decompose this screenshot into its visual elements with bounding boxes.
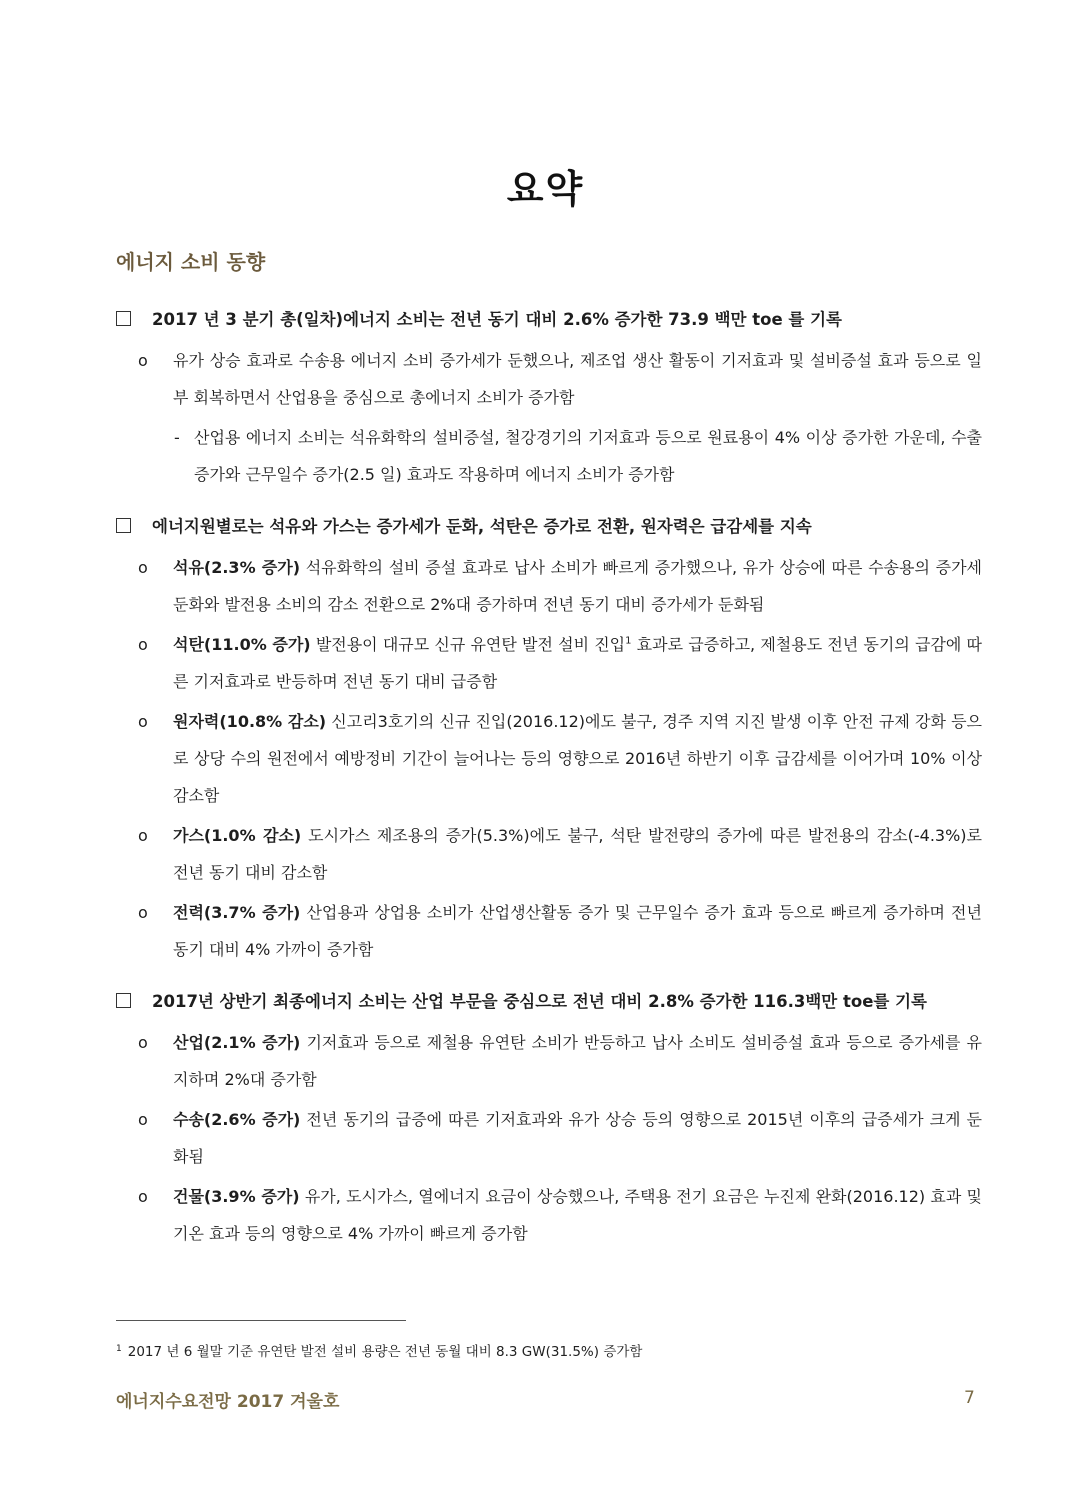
sub-list-item [116,419,982,493]
bullet-mark: o [138,558,148,577]
item-text: 도시가스 제조용의 증가(5.3%)에도 불구, 석탄 발전량의 증가에 따른 발전용의 감소(-4.3%)로 전년 동기 대비 감소함 [173,826,982,882]
item-text-cont: 효과로 급증하고, 제철용도 전년 동기의 급감에 따른 기저효과로 반등하며 전년 동기 대비 급증함 [173,635,982,691]
checkbox-icon [116,518,131,533]
sub-text: 산업용 에너지 소비는 석유화학의 설비증설, 철강경기의 기저효과 등으로 원료용이 4% 이상 증가한 가운데, 수출 증가와 근무일수 증가(2.5 일) 효과도 작용하며 에너지 소비가 증가함 [194,428,982,484]
list-item [116,342,982,416]
list-item-gas [116,817,982,891]
block-heading-text: 에너지원별로는 석유와 가스는 증가세가 둔화, 석탄은 증가로 전환, 원자력은 급감세를 지속 [152,517,812,536]
item-label: 석탄(11.0% 증가) [173,635,311,654]
bullet-mark: o [138,826,148,845]
item-text: 석유화학의 설비 증설 효과로 납사 소비가 빠르게 증가했으나, 유가 상승에 따른 수송용의 증가세 둔화와 발전용 소비의 감소 전환으로 2%대 증가하며 전년 동기 대비 증가세가 둔화됨 [173,558,982,614]
bullet-text: 유가 상승 효과로 수송용 에너지 소비 증가세가 둔했으나, 제조업 생산 활동이 기저효과 및 설비증설 효과 등으로 일부 회복하면서 산업용을 중심으로 총에너지 소비가 증가함 [173,351,982,407]
list-item-building [116,1178,982,1252]
item-label: 전력(3.7% 증가) [173,903,301,922]
list-item-electricity [116,894,982,968]
checkbox-icon [116,993,131,1008]
bullet-mark: o [138,1187,148,1206]
item-text: 신고리3호기의 신규 진입(2016.12)에도 불구, 경주 지역 지진 발생 이후 안전 규제 강화 등으로 상당 수의 원전에서 예방정비 기간이 늘어나는 등의 영향으로 2016년 하반기 이후 급감세를 이어가며 10% 이상 감소함 [173,712,982,805]
list-item-industry [116,1024,982,1098]
summary-block-1 [116,308,982,493]
summary-block-3 [116,990,982,1252]
item-label: 산업(2.1% 증가) [173,1033,301,1052]
footnote-divider [116,1320,406,1321]
item-label: 건물(3.9% 증가) [173,1187,300,1206]
bullet-mark: o [138,635,148,654]
summary-block-2 [116,515,982,968]
item-label: 원자력(10.8% 감소) [173,712,327,731]
footnote-ref[interactable]: 1 [625,635,632,647]
section-heading: 에너지 소비 동향 [116,250,266,274]
item-label: 수송(2.6% 증가) [173,1110,301,1129]
block-heading-text: 2017년 상반기 최종에너지 소비는 산업 부문을 중심으로 전년 대비 2.8% 증가한 116.3백만 toe를 기록 [152,992,927,1011]
item-text: 유가, 도시가스, 열에너지 요금이 상승했으나, 주택용 전기 요금은 누진제 완화(2016.12) 효과 및 기온 효과 등의 영향으로 4% 가까이 빠르게 증가함 [173,1187,982,1243]
footnote-marker: 1 [116,1343,122,1354]
footnote [116,1340,642,1360]
bullet-mark: o [138,1033,148,1052]
bullet-mark: o [138,712,148,731]
bullet-mark: o [138,351,148,370]
footnote-text: 2017 년 6 월말 기준 유연탄 발전 설비 용량은 전년 동월 대비 8.3 GW(31.5%) 증가함 [127,1344,643,1360]
list-item-nuclear [116,703,982,814]
block-heading [116,990,982,1014]
list-item-oil [116,549,982,623]
block-heading [116,515,982,539]
page-number: 7 [964,1388,975,1408]
summary-content [116,308,982,1274]
item-text: 발전용이 대규모 신규 유연탄 발전 설비 진입 [315,635,626,654]
footer-publication: 에너지수요전망 2017 겨울호 [116,1392,340,1412]
bullet-mark: o [138,1110,148,1129]
item-text: 산업용과 상업용 소비가 산업생산활동 증가 및 근무일수 증가 효과 등으로 빠르게 증가하며 전년 동기 대비 4% 가까이 증가함 [173,903,982,959]
block-heading [116,308,982,332]
bullet-mark: o [138,903,148,922]
dash-mark: - [174,428,180,447]
block-heading-text: 2017 년 3 분기 총(일차)에너지 소비는 전년 동기 대비 2.6% 증가한 73.9 백만 toe 를 기록 [152,310,842,329]
page-title: 요약 [506,167,585,211]
item-label: 석유(2.3% 증가) [173,558,301,577]
list-item-transport [116,1101,982,1175]
item-label: 가스(1.0% 감소) [173,826,302,845]
checkbox-icon [116,311,131,326]
item-text: 기저효과 등으로 제철용 유연탄 소비가 반등하고 납사 소비도 설비증설 효과 등으로 증가세를 유지하며 2%대 증가함 [173,1033,982,1089]
item-text: 전년 동기의 급증에 따른 기저효과와 유가 상승 등의 영향으로 2015년 이후의 급증세가 크게 둔화됨 [173,1110,982,1166]
list-item-coal [116,626,982,700]
